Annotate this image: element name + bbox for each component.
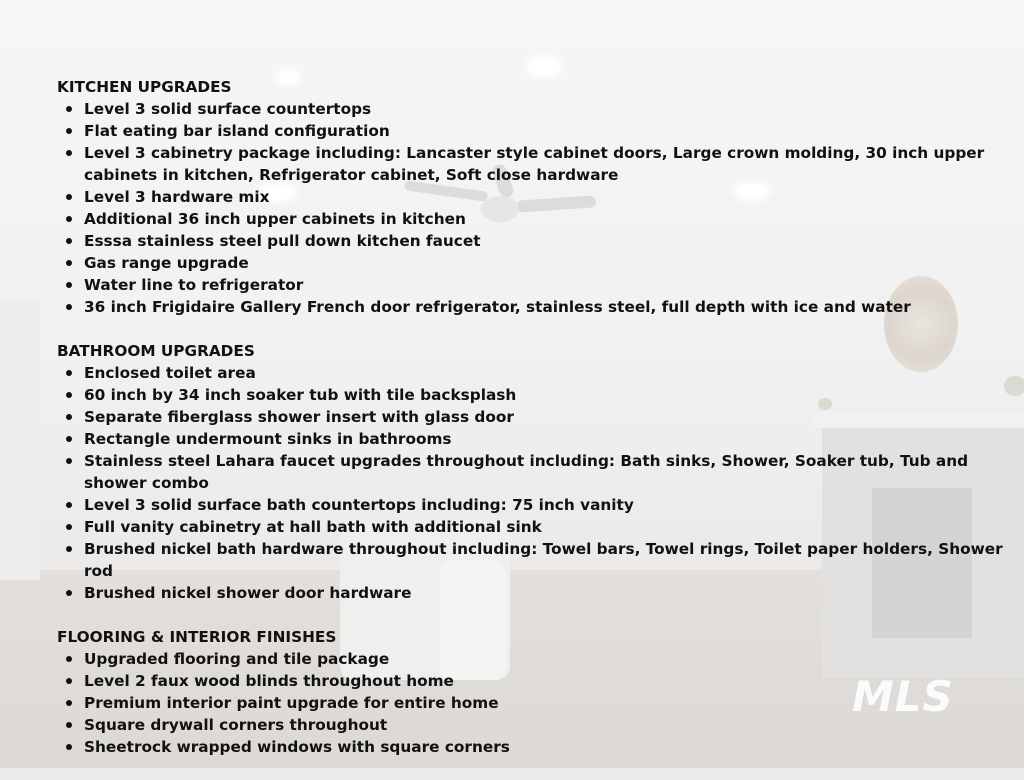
list-item: Level 3 hardware mix (84, 186, 1007, 208)
list-item: Square drywall corners throughout (84, 714, 1007, 736)
bullet-list (57, 648, 1007, 758)
list-item: 36 inch Frigidaire Gallery French door refrigerator, stainless steel, full depth with ice and water (84, 296, 1007, 318)
list-item: Upgraded flooring and tile package (84, 648, 1007, 670)
list-item: Separate fiberglass shower insert with glass door (84, 406, 1007, 428)
list-item: Full vanity cabinetry at hall bath with additional sink (84, 516, 1007, 538)
list-item: Brushed nickel bath hardware throughout including: Towel bars, Towel rings, Toilet paper holders, Shower rod (84, 538, 1007, 582)
list-item: Brushed nickel shower door hardware (84, 582, 1007, 604)
mls-watermark-logo: MLS (852, 672, 954, 721)
section-title: KITCHEN UPGRADES (57, 78, 232, 96)
list-item: Rectangle undermount sinks in bathrooms (84, 428, 1007, 450)
list-item: Esssa stainless steel pull down kitchen faucet (84, 230, 1007, 252)
list-item: Stainless steel Lahara faucet upgrades throughout including: Bath sinks, Shower, Soaker tub, Tub and shower combo (84, 450, 1007, 494)
section-title: FLOORING & INTERIOR FINISHES (57, 628, 337, 646)
ceiling-light (528, 60, 560, 74)
list-item: 60 inch by 34 inch soaker tub with tile backsplash (84, 384, 1007, 406)
left-wall (0, 300, 40, 580)
section-title: BATHROOM UPGRADES (57, 342, 255, 360)
list-item: Water line to refrigerator (84, 274, 1007, 296)
list-item: Flat eating bar island configuration (84, 120, 1007, 142)
list-item: Gas range upgrade (84, 252, 1007, 274)
bullet-list (57, 362, 1007, 604)
list-item: Level 3 solid surface countertops (84, 98, 1007, 120)
list-item: Level 3 solid surface bath countertops including: 75 inch vanity (84, 494, 1007, 516)
plant (1004, 376, 1024, 396)
list-item: Premium interior paint upgrade for entire home (84, 692, 1007, 714)
list-item: Level 2 faux wood blinds throughout home (84, 670, 1007, 692)
upgrades-list (57, 76, 1007, 780)
bathroom-upgrades-section (57, 340, 1007, 604)
list-item: Enclosed toilet area (84, 362, 1007, 384)
bullet-list (57, 98, 1007, 318)
list-item: Sheetrock wrapped windows with square corners (84, 736, 1007, 758)
list-item: Additional 36 inch upper cabinets in kitchen (84, 208, 1007, 230)
list-item: Level 3 cabinetry package including: Lancaster style cabinet doors, Large crown molding, 30 inch upper cabinets in kitchen, Refrigerator cabinet, Soft close hardware (84, 142, 1007, 186)
kitchen-upgrades-section (57, 76, 1007, 318)
flooring-interior-finishes-section (57, 626, 1007, 758)
